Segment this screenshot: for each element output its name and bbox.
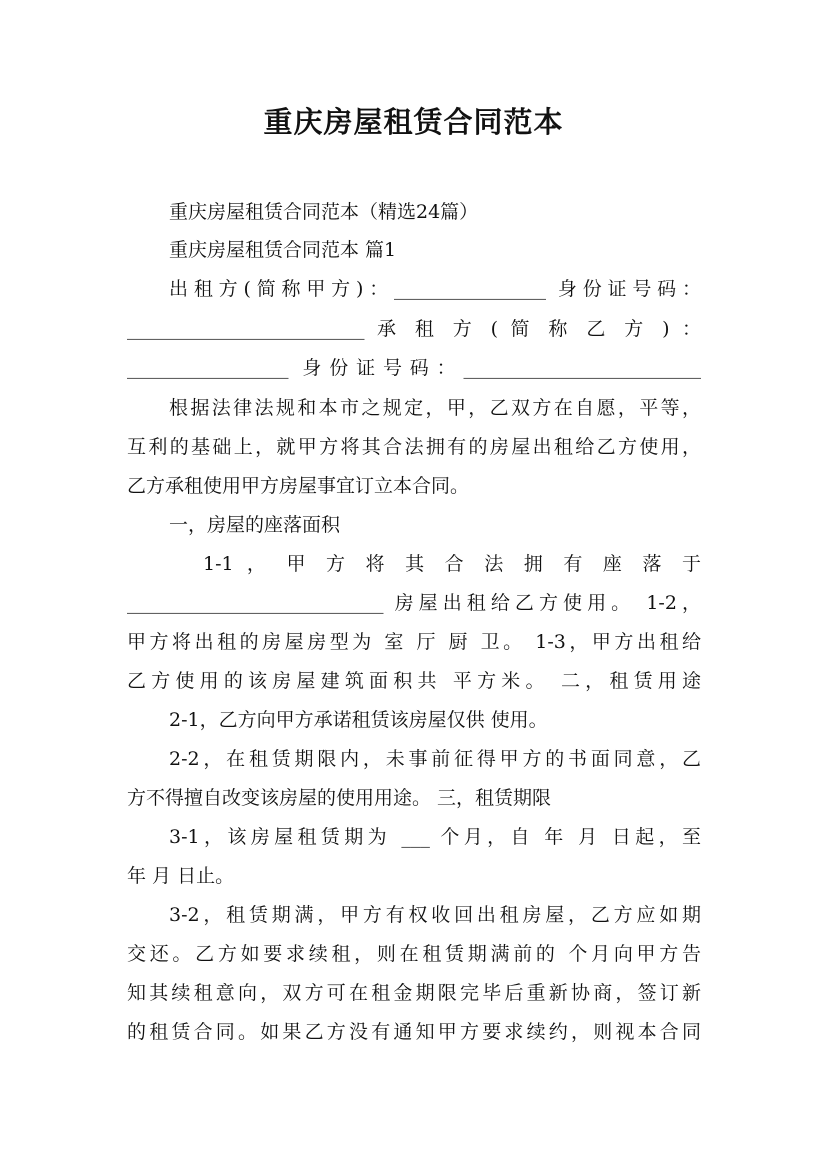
paragraph-line: 年 月 日止。 xyxy=(127,865,235,887)
paragraph-line: 3-1，该房屋租赁期为 ___ 个月，自 年 月 日起，至 xyxy=(169,826,701,848)
paragraph-line: 乙方使用的该房屋建筑面积共 平方米。 二，租赁用途 xyxy=(127,670,701,692)
paragraph-line: ___________________________ 房屋出租给乙方使用。 1-2， xyxy=(127,592,701,614)
paragraph-line: 甲方将出租的房屋房型为 室 厅 厨 卫。 1-3，甲方出租给 xyxy=(127,631,701,653)
paragraph-line: 的租赁合同。如果乙方没有通知甲方要求续约，则视本合同 xyxy=(127,1021,701,1043)
lessor-line: 出租方(简称甲方)：________________ 身份证号码： xyxy=(169,278,701,300)
paragraph-line: 3-2，租赁期满，甲方有权收回出租房屋，乙方应如期 xyxy=(169,904,701,926)
paragraph-line: 2-1，乙方向甲方承诺租赁该房屋仅供 使用。 xyxy=(169,709,548,731)
paragraph-line: 2-2，在租赁期限内，未事前征得甲方的书面同意，乙 xyxy=(169,748,701,770)
paragraph-line: 知其续租意向，双方可在租金期限完毕后重新协商，签订新 xyxy=(127,982,701,1004)
paragraph-line: 1-1 ， 甲 方 将 其 合 法 拥 有 座 落 于 xyxy=(203,553,701,575)
section-heading: 一，房屋的座落面积 xyxy=(169,514,341,536)
paragraph-line: 互利的基础上，就甲方将其合法拥有的房屋出租给乙方使用， xyxy=(127,436,701,458)
paragraph-line: 根据法律法规和本市之规定，甲，乙双方在自愿，平等， xyxy=(169,397,701,419)
document-title: 重庆房屋租赁合同范本 xyxy=(263,105,564,139)
lessee-line: _________________________ 承 租 方 ( 简 称 乙 方 ) ： xyxy=(127,318,701,340)
id-number-line: _________________ 身份证号码：_________________________ xyxy=(127,357,701,379)
paragraph-line: 乙方承租使用甲方房屋事宜订立本合同。 xyxy=(127,475,470,497)
paragraph-line: 交还。乙方如要求续租，则在租赁期满前的 个月向甲方告 xyxy=(127,943,701,965)
subtitle-line: 重庆房屋租赁合同范本（精选24篇） xyxy=(169,201,479,223)
section-heading: 重庆房屋租赁合同范本 篇1 xyxy=(169,239,397,261)
paragraph-line: 方不得擅自改变该房屋的使用用途。 三，租赁期限 xyxy=(127,787,552,809)
